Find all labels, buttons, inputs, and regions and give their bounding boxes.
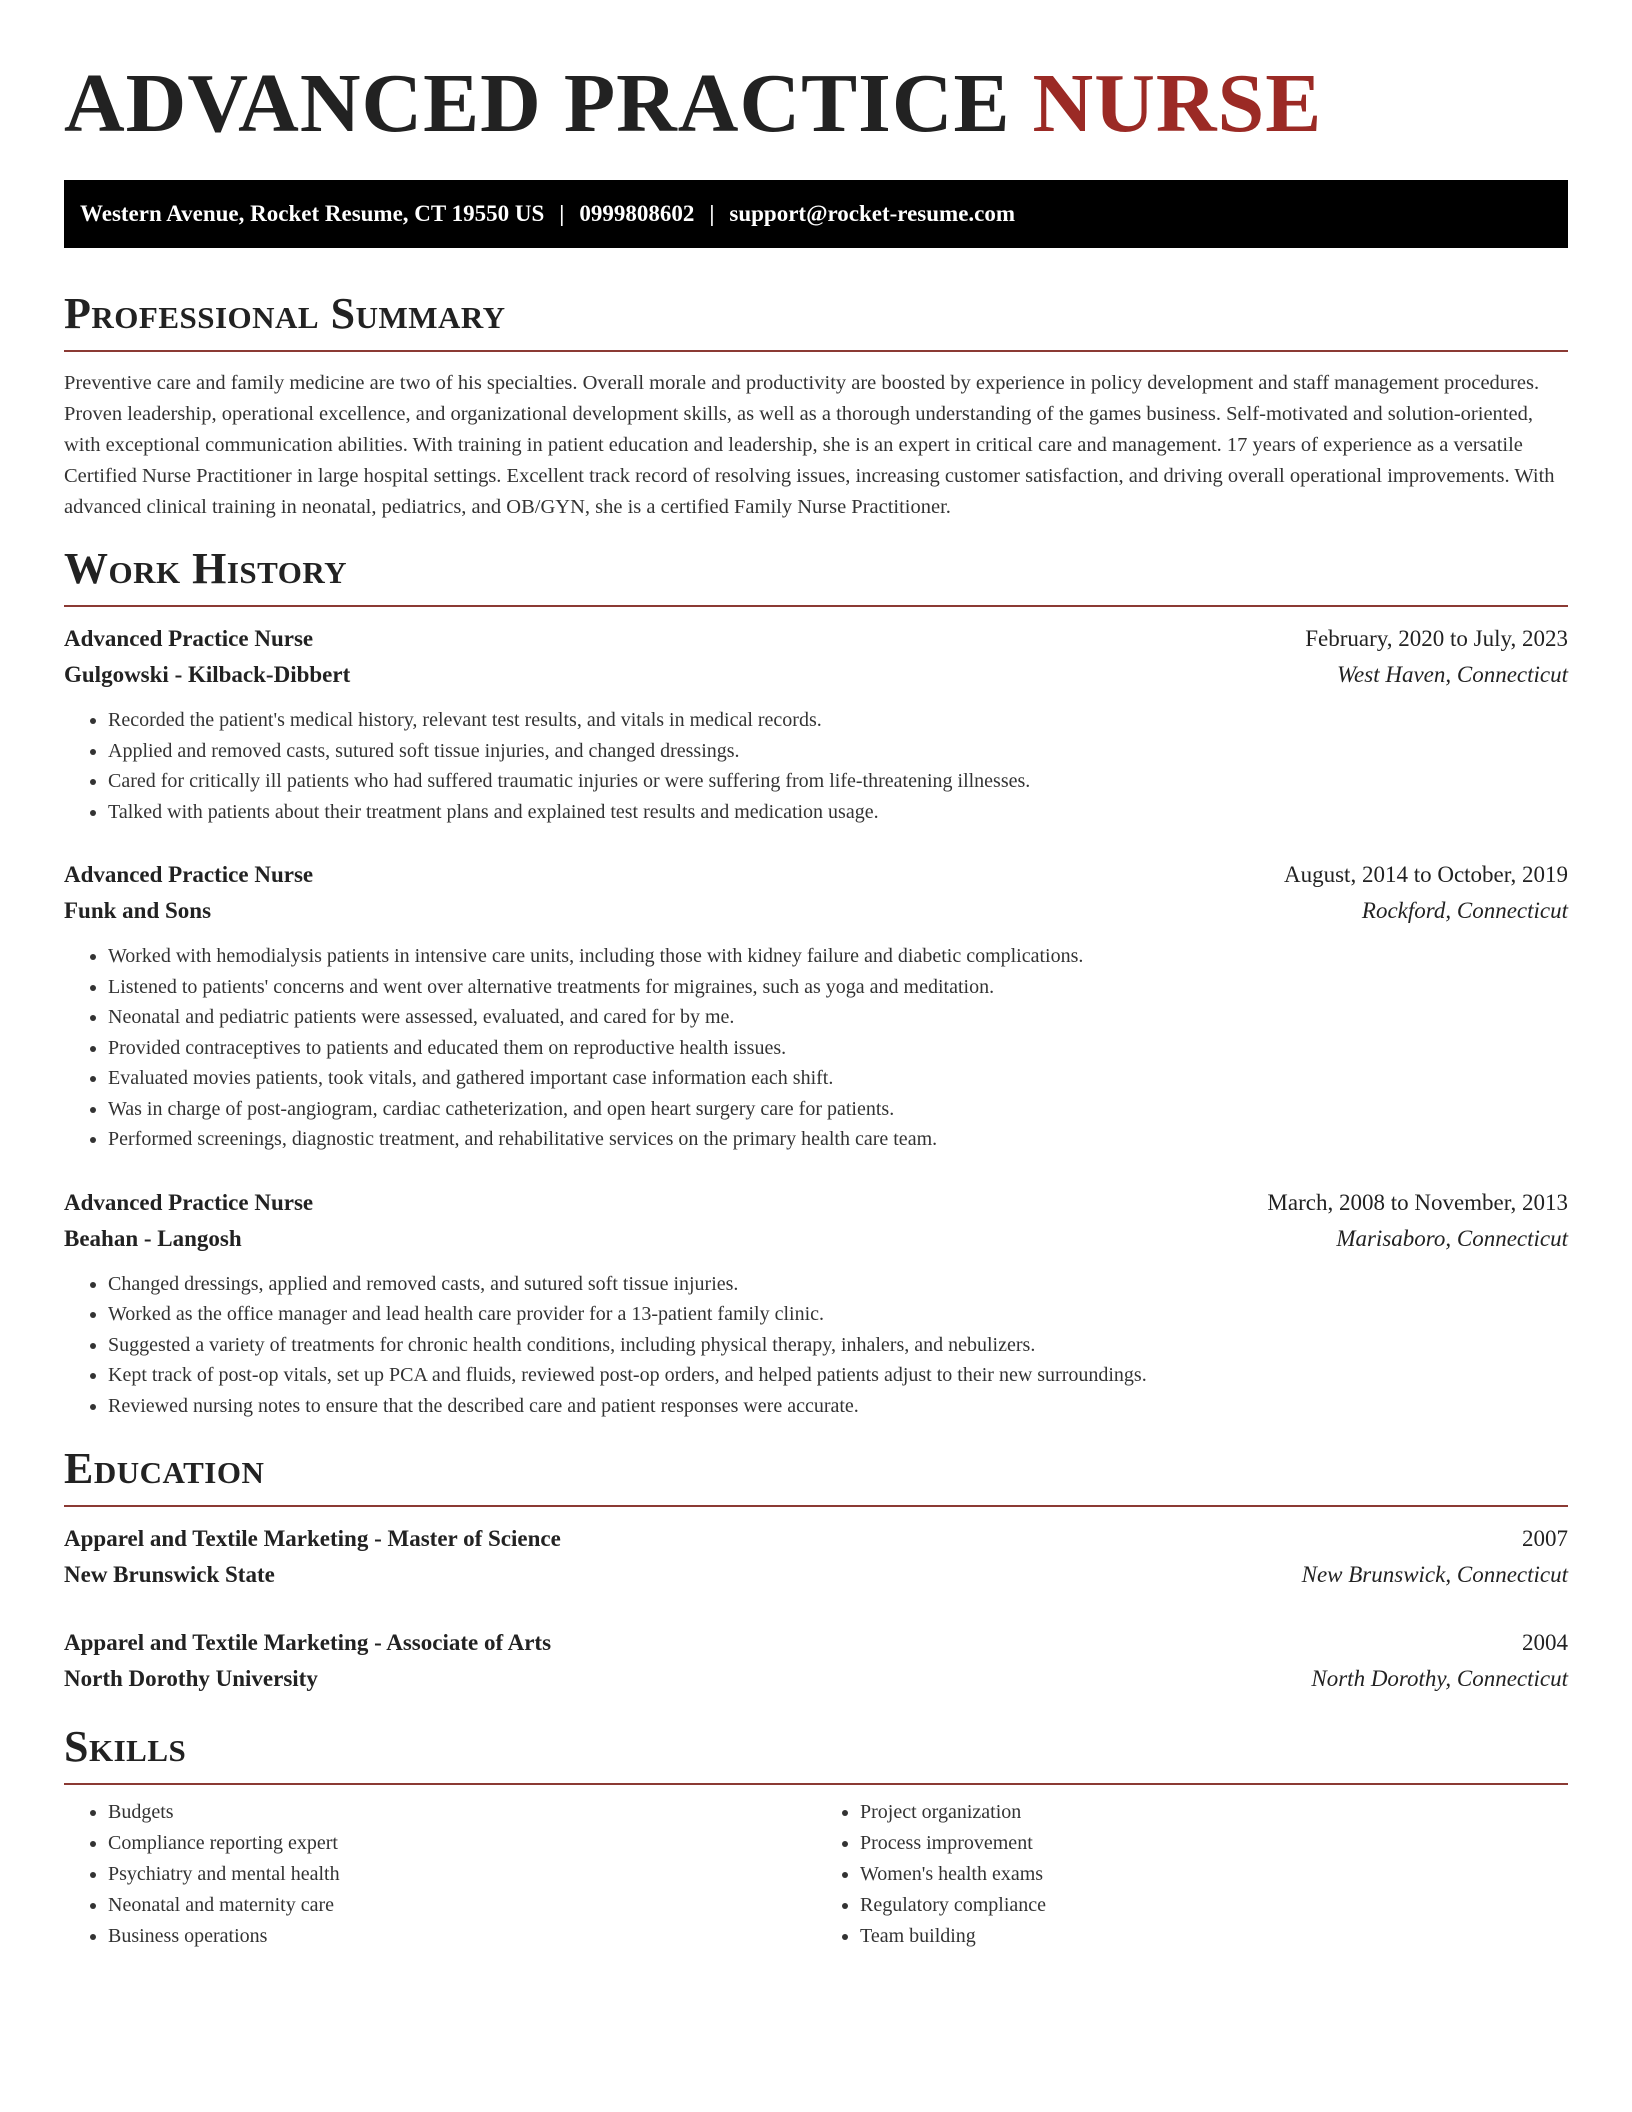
job-bullet: • Performed screenings, diagnostic treatment, and rehabilitative services on the primary health care team.: [108, 1124, 1568, 1155]
job-header-row: [64, 1185, 1568, 1221]
skill-item: • Regulatory compliance: [860, 1890, 1568, 1921]
skill-item: • Business operations: [108, 1921, 816, 1952]
skill-item: • Psychiatry and mental health: [108, 1859, 816, 1890]
title-accent: NURSE: [1032, 57, 1323, 150]
job-role: Advanced Practice Nurse: [64, 862, 314, 887]
job-dates: February, 2020 to July, 2023: [1305, 626, 1568, 651]
skill-item: • Compliance reporting expert: [108, 1828, 816, 1859]
job-role: Advanced Practice Nurse: [64, 1189, 314, 1215]
skills-columns: [64, 1797, 1568, 1952]
section-divider: [64, 605, 1568, 607]
job-company-row: [64, 657, 1568, 693]
job-bullets: [64, 1269, 1568, 1422]
job-company: Funk and Sons: [64, 898, 212, 923]
education-degree: Apparel and Textile Marketing - Master of Science: [64, 1526, 561, 1551]
job-dates: March, 2008 to November, 2013: [1267, 1189, 1568, 1215]
education-year: 2007: [1522, 1526, 1568, 1551]
job-bullet: • Was in charge of post-angiogram, cardiac catheterization, and open heart surgery care for patients.: [108, 1094, 1568, 1125]
job-location: Marisaboro, Connecticut: [1336, 1225, 1568, 1251]
education-location: New Brunswick, Connecticut: [1301, 1562, 1568, 1587]
job-company: Gulgowski - Kilback-Dibbert: [64, 662, 351, 687]
job-company: Beahan - Langosh: [64, 1225, 242, 1251]
skill-item: • Neonatal and maternity care: [108, 1890, 816, 1921]
summary-section: [64, 288, 1568, 523]
job-header-row: [64, 621, 1568, 657]
job-bullet: • Applied and removed casts, sutured soft tissue injuries, and changed dressings.: [108, 736, 1568, 767]
work-history-heading: Work History: [64, 544, 348, 593]
education-school-row: [64, 1557, 1568, 1593]
summary-heading: Professional Summary: [64, 289, 506, 338]
education-heading: Education: [64, 1444, 265, 1493]
education-header-row: [64, 1521, 1568, 1557]
job-dates: August, 2014 to October, 2019: [1284, 862, 1568, 887]
job-bullet: • Kept track of post-op vitals, set up PCA and fluids, reviewed post-op orders, and helped patients adjust to their new surroundings.: [108, 1360, 1568, 1391]
contact-email: support@rocket-resume.com: [729, 201, 1016, 226]
job-entry: [64, 857, 1568, 1155]
skill-item: • Project organization: [860, 1797, 1568, 1828]
skill-item: • Budgets: [108, 1797, 816, 1828]
skills-list-left: [64, 1797, 816, 1952]
education-entry: [64, 1625, 1568, 1697]
education-school: New Brunswick State: [64, 1562, 275, 1587]
education-entry: [64, 1521, 1568, 1593]
skills-section: [64, 1721, 1568, 1952]
skill-item: • Women's health exams: [860, 1859, 1568, 1890]
job-location: West Haven, Connecticut: [1336, 662, 1568, 687]
job-location: Rockford, Connecticut: [1361, 898, 1568, 923]
job-bullet: • Talked with patients about their treatment plans and explained test results and medication usage.: [108, 797, 1568, 828]
job-company-row: [64, 1221, 1568, 1257]
contact-phone: 0999808602: [579, 201, 695, 226]
contact-address: Western Avenue, Rocket Resume, CT 19550 US: [80, 201, 545, 226]
education-year: 2004: [1522, 1630, 1568, 1655]
skills-list-right: [816, 1797, 1568, 1952]
skills-heading: Skills: [64, 1722, 187, 1771]
job-bullet: • Cared for critically ill patients who had suffered traumatic injuries or were suffering from life-threatening illnesses.: [108, 766, 1568, 797]
contact-separator: |: [559, 201, 565, 226]
job-entry: [64, 621, 1568, 827]
job-bullet: • Provided contraceptives to patients and educated them on reproductive health issues.: [108, 1033, 1568, 1064]
contact-bar: [64, 180, 1568, 248]
education-section: [64, 1443, 1568, 1697]
job-bullets: [64, 705, 1568, 827]
job-bullet: • Listened to patients' concerns and went over alternative treatments for migraines, such as yoga and meditation.: [108, 972, 1568, 1003]
title-main: ADVANCED PRACTICE: [64, 57, 1011, 150]
job-bullet: • Worked with hemodialysis patients in intensive care units, including those with kidney failure and diabetic complications.: [108, 941, 1568, 972]
job-role: Advanced Practice Nurse: [64, 626, 314, 651]
job-bullet: • Suggested a variety of treatments for chronic health conditions, including physical therapy, inhalers, and nebulizers.: [108, 1330, 1568, 1361]
education-degree: Apparel and Textile Marketing - Associate of Arts: [64, 1630, 552, 1655]
job-bullets: [64, 941, 1568, 1155]
job-bullet: • Evaluated movies patients, took vitals, and gathered important case information each shift.: [108, 1063, 1568, 1094]
job-bullet: • Reviewed nursing notes to ensure that the described care and patient responses were accurate.: [108, 1391, 1568, 1422]
job-bullet: • Neonatal and pediatric patients were assessed, evaluated, and cared for by me.: [108, 1002, 1568, 1033]
job-company-row: [64, 893, 1568, 929]
education-header-row: [64, 1625, 1568, 1661]
section-divider: [64, 1505, 1568, 1507]
skill-item: • Process improvement: [860, 1828, 1568, 1859]
education-school: North Dorothy University: [64, 1666, 318, 1691]
summary-text: Preventive care and family medicine are two of his specialties. Overall morale and productivity are boosted by experience in policy development and staff management procedures. Proven leadership, operational excellence, and organizational development skills, as well as a thorough understanding of the games business. Self-motivated and solution-oriented, with exceptional communication abilities. With training in patient education and leadership, she is an expert in critical care and management. 17 years of experience as a versatile Certified Nurse Practitioner in large hospital settings. Excellent track record of resolving issues, increasing customer satisfaction, and driving overall operational improvements. With advanced clinical training in neonatal, pediatrics, and OB/GYN, she is a certified Family Nurse Practitioner.: [64, 372, 1555, 518]
skill-item: • Team building: [860, 1921, 1568, 1952]
job-bullet: • Recorded the patient's medical history, relevant test results, and vitals in medical records.: [108, 705, 1568, 736]
education-location: North Dorothy, Connecticut: [1311, 1666, 1568, 1691]
job-header-row: [64, 857, 1568, 893]
section-divider: [64, 350, 1568, 352]
section-divider: [64, 1783, 1568, 1785]
job-bullet: • Changed dressings, applied and removed casts, and sutured soft tissue injuries.: [108, 1269, 1568, 1300]
job-entry: [64, 1185, 1568, 1422]
work-history-section: [64, 543, 1568, 1421]
job-bullet: • Worked as the office manager and lead health care provider for a 13-patient family clinic.: [108, 1299, 1568, 1330]
contact-separator: |: [709, 201, 715, 226]
resume-title: [64, 0, 1568, 150]
education-school-row: [64, 1661, 1568, 1697]
